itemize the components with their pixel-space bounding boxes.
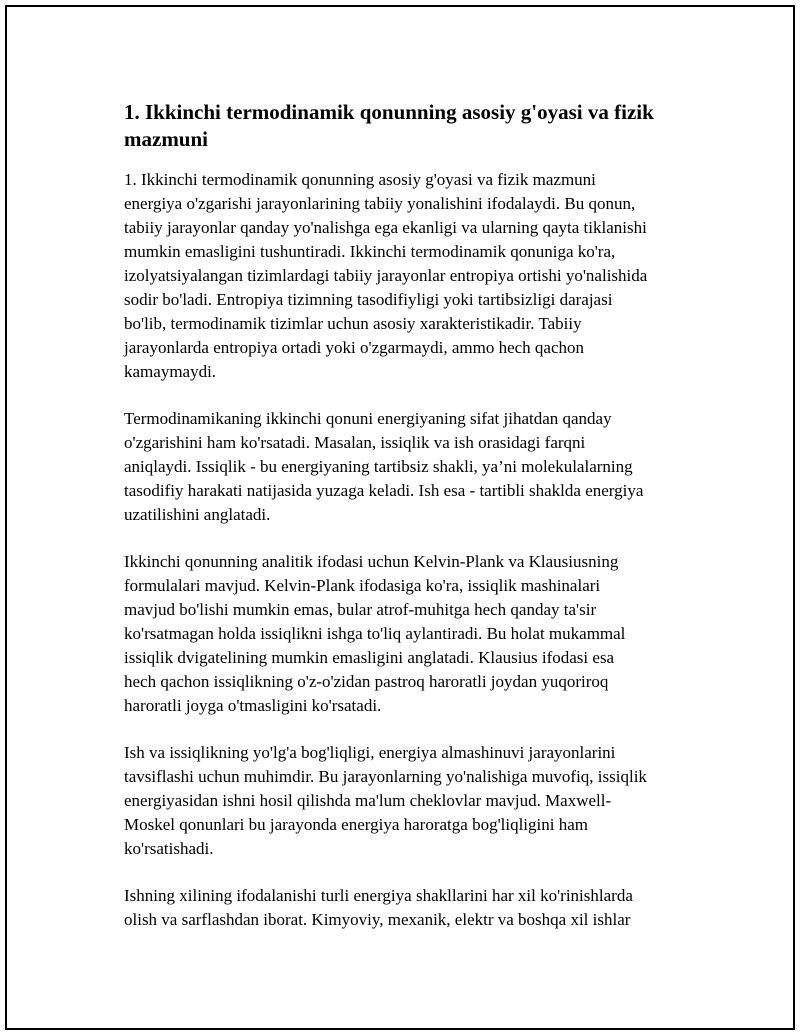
paragraph-line: ko'rsatishadi. (124, 839, 214, 858)
paragraph-line: formulalari mavjud. Kelvin-Plank ifodasiga ko'ra, issiqlik mashinalari (124, 576, 601, 595)
heading-line: 1. Ikkinchi termodinamik qonunning asosiy g'oyasi va fizik (124, 100, 654, 124)
paragraph-line: sodir bo'ladi. Entropiya tizimning tasodifiyligi yoki tartibsizligi darajasi (124, 290, 613, 309)
document-heading (124, 99, 699, 153)
paragraph-line: jarayonlarda entropiya ortadi yoki o'zgarmaydi, ammo hech qachon (124, 338, 585, 357)
paragraph-line: olish va sarflashdan iborat. Kimyoviy, mexanik, elektr va boshqa xil ishlar (124, 910, 631, 929)
paragraph-line: o'zgarishini ham ko'rsatadi. Masalan, issiqlik va ish orasidagi farqni (124, 433, 586, 452)
paragraph-line: mavjud bo'lishi mumkin emas, bular atrof-muhitga hech qanday ta'sir (124, 600, 597, 619)
paragraph-line: Moskel qonunlari bu jarayonda energiya haroratga bog'liqligini ham (124, 815, 588, 834)
paragraph-line: 1. Ikkinchi termodinamik qonunning asosiy g'oyasi va fizik mazmuni (124, 170, 596, 189)
paragraph-line: energiya o'zgarishi jarayonlarining tabiiy yonalishini ifodalaydi. Bu qonun, (124, 194, 636, 213)
paragraph-line: Ish va issiqlikning yo'lg'a bog'liqligi, energiya almashinuvi jarayonlarini (124, 743, 616, 762)
paragraph-line: tavsiflashi uchun muhimdir. Bu jarayonlarning yo'nalishiga muvofiq, issiqlik (124, 767, 647, 786)
paragraph (124, 741, 699, 861)
paragraph-line: kamaymaydi. (124, 362, 217, 381)
paragraph (124, 550, 699, 718)
paragraph-line: uzatilishini anglatadi. (124, 505, 271, 524)
paragraph-line: issiqlik dvigatelining mumkin emasligini anglatadi. Klausius ifodasi esa (124, 648, 615, 667)
paragraph-line: Termodinamikaning ikkinchi qonuni energiyaning sifat jihatdan qanday (124, 409, 612, 428)
paragraph-line: Ishning xilining ifodalanishi turli energiya shakllarini har xil ko'rinishlarda (124, 886, 633, 905)
document-body (124, 168, 699, 932)
paragraph (124, 884, 699, 932)
paragraph-line: energiyasidan ishni hosil qilishda ma'lum cheklovlar mavjud. Maxwell- (124, 791, 612, 810)
paragraph-line: aniqlaydi. Issiqlik - bu energiyaning tartibsiz shakli, ya’ni molekulalarning (124, 457, 633, 476)
paragraph-line: hech qachon issiqlikning o'z-o'zidan pastroq haroratli joydan yuqoriroq (124, 672, 609, 691)
paragraph-line: tabiiy jarayonlar qanday yo'nalishga ega ekanligi va ularning qayta tiklanishi (124, 218, 647, 237)
paragraph-line: izolyatsiyalangan tizimlardagi tabiiy jarayonlar entropiya ortishi yo'nalishida (124, 266, 648, 285)
paragraph-line: bo'lib, termodinamik tizimlar uchun asosiy xarakteristikadir. Tabiiy (124, 314, 582, 333)
heading-line: mazmuni (124, 127, 208, 151)
page-frame (5, 5, 795, 1030)
document-content (124, 99, 699, 955)
paragraph-line: mumkin emasligini tushuntiradi. Ikkinchi termodinamik qonuniga ko'ra, (124, 242, 616, 261)
paragraph (124, 168, 699, 384)
paragraph-line: tasodifiy harakati natijasida yuzaga keladi. Ish esa - tartibli shaklda energiya (124, 481, 644, 500)
paragraph-line: ko'rsatmagan holda issiqlikni ishga to'liq aylantiradi. Bu holat mukammal (124, 624, 626, 643)
paragraph-line: Ikkinchi qonunning analitik ifodasi uchun Kelvin-Plank va Klausiusning (124, 552, 619, 571)
paragraph-line: haroratli joyga o'tmasligini ko'rsatadi. (124, 696, 382, 715)
paragraph (124, 407, 699, 527)
